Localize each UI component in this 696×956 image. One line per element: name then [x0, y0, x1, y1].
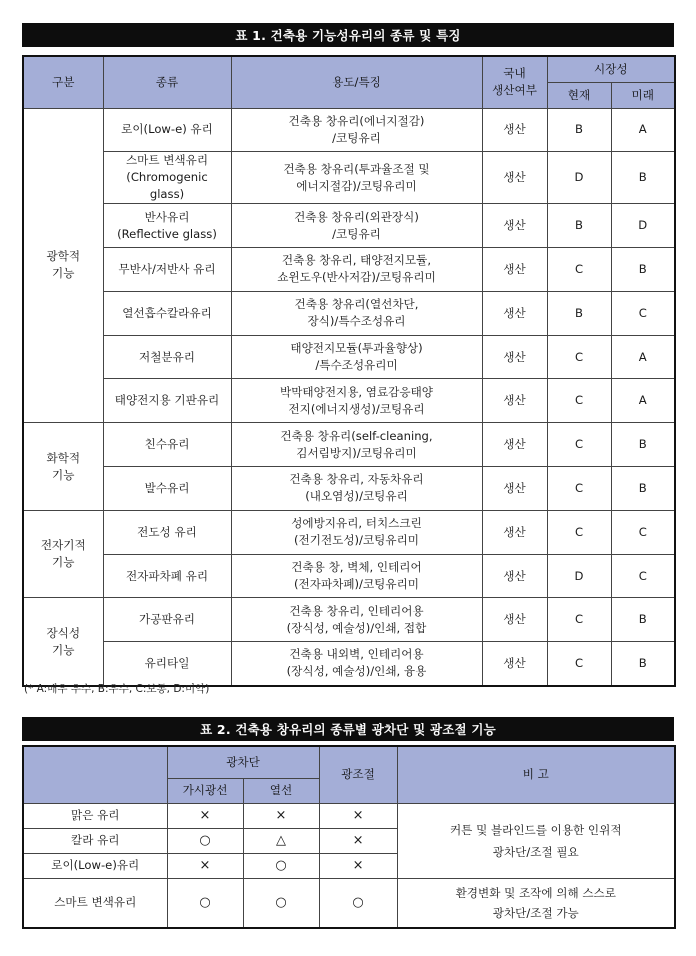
- type-line1: 친수유리: [144, 437, 190, 452]
- type-line1: 발수유리: [144, 480, 190, 495]
- use-line2: 장식)/특수조성유리: [307, 314, 406, 329]
- future-cell: C: [611, 291, 675, 335]
- use-line2: (장식성, 예술성)/인쇄, 접합: [286, 620, 427, 635]
- type-line2: (Chromogenic glass): [126, 170, 208, 202]
- production-cell: 생산: [482, 204, 547, 248]
- use-line2: (전자파차폐)/코팅유리미: [294, 577, 419, 592]
- use-line1: 건축용 창유리, 자동차유리: [289, 472, 424, 487]
- production-cell: 생산: [482, 598, 547, 642]
- t2-remark-b-line1: 환경변화 및 조작에 의해 스스로: [455, 885, 616, 900]
- t2-heat: ×: [243, 803, 319, 828]
- type-line1: 반사유리: [144, 209, 190, 224]
- use-line2: 에너지절감)/코팅유리미: [296, 178, 417, 193]
- use-line2: 전지(에너지생성)/코팅유리: [288, 401, 425, 416]
- future-cell: C: [611, 554, 675, 598]
- use-line1: 박막태양전지용, 염료감응태양: [280, 384, 433, 399]
- current-cell: C: [547, 423, 611, 467]
- future-cell: B: [611, 642, 675, 686]
- header-domestic-line1: 국내: [503, 66, 526, 81]
- current-cell: C: [547, 379, 611, 423]
- use-line2: 쇼윈도우(반사저감)/코팅유리미: [277, 270, 436, 285]
- type-cell: [103, 423, 231, 467]
- header-group: 구분: [23, 56, 103, 108]
- t2-header-control: 광조절: [319, 746, 397, 803]
- use-line1: 건축용 창유리(투과율조절 및: [283, 161, 430, 176]
- table-row: [23, 379, 675, 423]
- t2-visible: ×: [167, 853, 243, 878]
- table-row: [23, 108, 675, 152]
- use-cell: [231, 598, 482, 642]
- table-row: [23, 554, 675, 598]
- group-line1: 전자기적: [40, 538, 86, 553]
- current-cell: C: [547, 598, 611, 642]
- t2-header-shading: 광차단: [167, 746, 319, 778]
- table-row: [23, 291, 675, 335]
- table-row: [23, 248, 675, 292]
- type-cell: [103, 598, 231, 642]
- future-cell: A: [611, 335, 675, 379]
- use-line1: 건축용 창유리(에너지절감): [288, 113, 425, 128]
- t2-remark-a: [397, 803, 675, 878]
- use-line2: (장식성, 예술성)/인쇄, 융용: [286, 664, 427, 679]
- group-line2: 기능: [52, 467, 75, 482]
- use-line2: /코팅유리: [332, 130, 381, 145]
- current-cell: B: [547, 108, 611, 152]
- type-line1: 로이(Low-e) 유리: [121, 122, 213, 137]
- production-cell: 생산: [482, 642, 547, 686]
- type-line1: 저철분유리: [139, 349, 195, 364]
- use-line2: 김서림방지)/코팅유리미: [296, 445, 417, 460]
- type-cell: [103, 554, 231, 598]
- table1-title-text: 표 1. 건축용 기능성유리의 종류 및 특징: [235, 28, 461, 43]
- group-line2: 기능: [52, 555, 75, 570]
- production-cell: 생산: [482, 554, 547, 598]
- future-cell: A: [611, 379, 675, 423]
- future-cell: A: [611, 108, 675, 152]
- current-cell: C: [547, 248, 611, 292]
- t2-header-remarks: 비 고: [397, 746, 675, 803]
- table-row: [23, 335, 675, 379]
- current-cell: C: [547, 510, 611, 554]
- type-cell: [103, 467, 231, 511]
- table-row: [23, 423, 675, 467]
- use-line1: 성에방지유리, 터치스크린: [291, 516, 422, 531]
- header-type: 종류: [103, 56, 231, 108]
- header-current: 현재: [547, 82, 611, 108]
- type-line1: 스마트 변색유리: [125, 153, 209, 168]
- type-line1: 무반사/저반사 유리: [118, 261, 216, 276]
- t2-control: ×: [319, 828, 397, 853]
- group-cell: [23, 510, 103, 598]
- production-cell: 생산: [482, 152, 547, 204]
- table2: [22, 745, 676, 929]
- type-line2: (Reflective glass): [117, 226, 217, 241]
- use-cell: [231, 204, 482, 248]
- t2-header-visible: 가시광선: [167, 778, 243, 803]
- future-cell: B: [611, 423, 675, 467]
- t2-remark-a-line1: 커튼 및 블라인드를 이용한 인위적: [449, 822, 622, 837]
- table-row: [23, 204, 675, 248]
- current-cell: D: [547, 152, 611, 204]
- table1-body: [23, 108, 675, 686]
- table2-title-text: 표 2. 건축용 창유리의 종류별 광차단 및 광조절 기능: [200, 722, 496, 737]
- use-cell: [231, 108, 482, 152]
- production-cell: 생산: [482, 379, 547, 423]
- production-cell: 생산: [482, 335, 547, 379]
- use-line1: 건축용 창유리(외관장식): [294, 209, 419, 224]
- type-cell: [103, 248, 231, 292]
- current-cell: C: [547, 335, 611, 379]
- t2-remark-b-line2: 광차단/조절 가능: [492, 905, 579, 920]
- use-line1: 태양전지모듈(투과율향상): [290, 341, 423, 356]
- use-line1: 건축용 창유리, 인테리어용: [289, 603, 424, 618]
- t2-name: 맑은 유리: [23, 803, 167, 828]
- type-line1: 전자파차폐 유리: [125, 568, 209, 583]
- t2-remark-a-line2: 광차단/조절 필요: [492, 844, 579, 859]
- t2-header-blank: [23, 746, 167, 803]
- future-cell: B: [611, 467, 675, 511]
- production-cell: 생산: [482, 108, 547, 152]
- future-cell: C: [611, 510, 675, 554]
- t2-visible: ○: [167, 828, 243, 853]
- current-cell: B: [547, 291, 611, 335]
- use-line2: (내오염성)/코팅유리: [305, 489, 408, 504]
- use-cell: [231, 467, 482, 511]
- t2-control: ×: [319, 853, 397, 878]
- group-line1: 광학적: [46, 249, 81, 264]
- use-line1: 건축용 창, 벽체, 인테리어: [291, 560, 422, 575]
- table-row: [23, 598, 675, 642]
- group-line2: 기능: [52, 642, 75, 657]
- use-line1: 건축용 창유리, 태양전지모듈,: [281, 253, 432, 268]
- table1: [22, 55, 676, 687]
- group-line2: 기능: [52, 266, 75, 281]
- header-domestic: [482, 56, 547, 108]
- group-line1: 장식성: [46, 625, 81, 640]
- t2-header-heat: 열선: [243, 778, 319, 803]
- t2-name: 스마트 변색유리: [23, 878, 167, 928]
- use-line1: 건축용 내외벽, 인테리어용: [289, 647, 424, 662]
- table2-title: [22, 717, 674, 741]
- use-line2: /코팅유리: [332, 226, 381, 241]
- header-domestic-line2: 생산여부: [492, 83, 537, 98]
- group-cell: [23, 423, 103, 511]
- group-cell: [23, 108, 103, 423]
- t2-heat: ○: [243, 853, 319, 878]
- table-row: [23, 642, 675, 686]
- use-cell: [231, 379, 482, 423]
- t2-visible: ○: [167, 878, 243, 928]
- use-cell: [231, 642, 482, 686]
- t2-remark-b: [397, 878, 675, 928]
- table1-title: [22, 23, 674, 47]
- use-cell: [231, 152, 482, 204]
- current-cell: C: [547, 642, 611, 686]
- production-cell: 생산: [482, 248, 547, 292]
- t2-name: 로이(Low-e)유리: [23, 853, 167, 878]
- use-cell: [231, 554, 482, 598]
- type-cell: [103, 510, 231, 554]
- use-line2: (전기전도성)/코팅유리미: [294, 533, 419, 548]
- production-cell: 생산: [482, 291, 547, 335]
- t2-control: ○: [319, 878, 397, 928]
- table-row: [23, 878, 675, 928]
- type-cell: [103, 204, 231, 248]
- group-cell: [23, 598, 103, 686]
- table-row: [23, 803, 675, 828]
- table1-footnote: (* A:매우 우수, B:우수, C:보통, D:미약): [24, 683, 210, 695]
- table-row: [23, 510, 675, 554]
- t2-visible: ×: [167, 803, 243, 828]
- type-line1: 유리타일: [144, 655, 190, 670]
- future-cell: B: [611, 152, 675, 204]
- use-cell: [231, 248, 482, 292]
- future-cell: D: [611, 204, 675, 248]
- type-cell: [103, 379, 231, 423]
- type-cell: [103, 335, 231, 379]
- production-cell: 생산: [482, 423, 547, 467]
- future-cell: B: [611, 598, 675, 642]
- t2-heat: ○: [243, 878, 319, 928]
- use-cell: [231, 291, 482, 335]
- use-line1: 건축용 창유리(열선차단,: [294, 297, 419, 312]
- t2-name: 칼라 유리: [23, 828, 167, 853]
- type-line1: 열선흡수칼라유리: [122, 305, 212, 320]
- header-market: 시장성: [547, 56, 675, 82]
- current-cell: B: [547, 204, 611, 248]
- production-cell: 생산: [482, 510, 547, 554]
- current-cell: D: [547, 554, 611, 598]
- type-cell: [103, 108, 231, 152]
- t2-heat: △: [243, 828, 319, 853]
- use-line2: /특수조성유리미: [315, 358, 398, 373]
- header-future: 미래: [611, 82, 675, 108]
- use-cell: [231, 423, 482, 467]
- use-cell: [231, 510, 482, 554]
- current-cell: C: [547, 467, 611, 511]
- type-line1: 태양전지용 기판유리: [114, 393, 220, 408]
- type-cell: [103, 642, 231, 686]
- table-row: [23, 467, 675, 511]
- table-row: [23, 152, 675, 204]
- type-line1: 전도성 유리: [137, 524, 197, 539]
- future-cell: B: [611, 248, 675, 292]
- type-cell: [103, 152, 231, 204]
- use-line1: 건축용 창유리(self-cleaning,: [280, 428, 433, 443]
- t2-control: ×: [319, 803, 397, 828]
- group-line1: 화학적: [46, 450, 81, 465]
- type-cell: [103, 291, 231, 335]
- type-line1: 가공판유리: [139, 612, 195, 627]
- production-cell: 생산: [482, 467, 547, 511]
- use-cell: [231, 335, 482, 379]
- header-use: 용도/특징: [231, 56, 482, 108]
